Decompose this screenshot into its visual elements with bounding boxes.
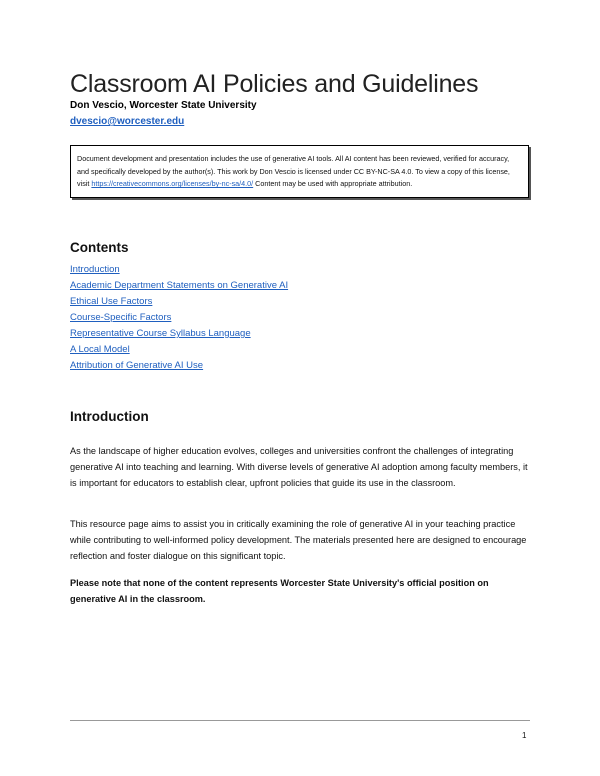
document-title: Classroom AI Policies and Guidelines bbox=[70, 70, 479, 98]
toc-link-ethical-use[interactable]: Ethical Use Factors bbox=[70, 296, 153, 307]
toc-item bbox=[70, 294, 288, 310]
toc-link-course-specific[interactable]: Course-Specific Factors bbox=[70, 312, 172, 323]
introduction-heading: Introduction bbox=[70, 409, 149, 424]
author-line: Don Vescio, Worcester State University bbox=[70, 100, 257, 111]
toc-link-department-statements[interactable]: Academic Department Statements on Generative AI bbox=[70, 280, 289, 291]
disclaimer-paragraph: Please note that none of the content represents Worcester State University's official position on generative AI in the classroom. bbox=[70, 578, 489, 604]
toc-link-syllabus-language[interactable]: Representative Course Syllabus Language bbox=[70, 328, 251, 339]
intro-paragraph-1: As the landscape of higher education evolves, colleges and universities confront the challenges of integrating generative AI into teaching and learning. With diverse levels of generative AI adoption among faculty members, it is important for educators to establish clear, upfront policies that guide its use in the classroom. bbox=[70, 446, 528, 488]
intro-paragraph-2: This resource page aims to assist you in critically examining the role of generative AI in your teaching practice while contributing to well-informed policy development. The materials presented here are designed to encourage reflection and foster dialogue on this significant topic. bbox=[70, 519, 527, 561]
license-notice-box bbox=[70, 145, 529, 198]
table-of-contents bbox=[70, 262, 288, 374]
toc-link-local-model[interactable]: A Local Model bbox=[70, 344, 130, 355]
license-link[interactable]: https://creativecommons.org/licenses/by-nc-sa/4.0/ bbox=[91, 179, 254, 188]
footer-divider bbox=[70, 720, 530, 721]
notice-text-start: Document development and presentation includes the use of generative AI tools. All AI content has been reviewed, verified for accuracy, and specifically developed by the author(s). This work by Don Vescio is licensed under CC BY-NC-SA 4.0. To view a copy of this license, visit bbox=[77, 154, 510, 188]
toc-item bbox=[70, 262, 288, 278]
toc-link-attribution[interactable]: Attribution of Generative AI Use bbox=[70, 360, 204, 371]
toc-link-introduction[interactable]: Introduction bbox=[70, 264, 120, 275]
toc-item bbox=[70, 310, 288, 326]
notice-text-end: Content may be used with appropriate attribution. bbox=[253, 179, 413, 188]
toc-item bbox=[70, 326, 288, 342]
toc-item bbox=[70, 278, 288, 294]
toc-item bbox=[70, 342, 288, 358]
contents-heading: Contents bbox=[70, 240, 129, 255]
author-email-link[interactable]: dvescio@worcester.edu bbox=[70, 116, 185, 127]
toc-item bbox=[70, 358, 288, 374]
page-number: 1 bbox=[522, 731, 527, 740]
